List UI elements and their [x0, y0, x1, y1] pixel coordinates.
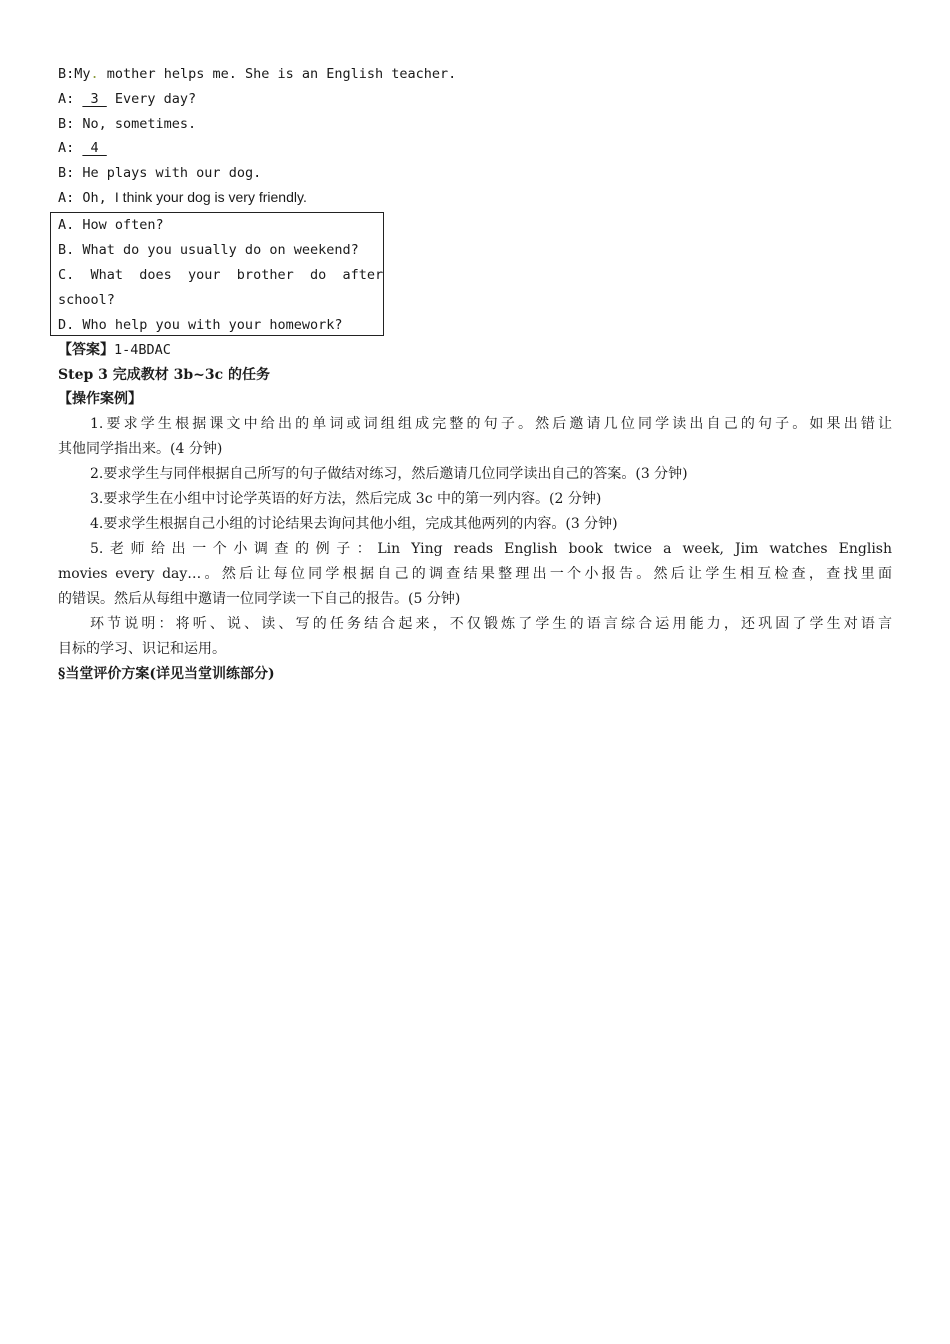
speaker: B:: [58, 66, 75, 82]
answer-label: 【答案】: [58, 342, 114, 358]
speaker: A:: [58, 91, 83, 107]
evaluation-heading: §当堂评价方案(详见当堂训练部分): [58, 666, 275, 682]
stage-note-continued: 目标的学习、识记和运用。: [58, 641, 226, 657]
answer-blank-3: 3: [82, 91, 107, 107]
dialogue-line-3: [58, 114, 196, 134]
dialogue-text: No, sometimes.: [82, 116, 197, 132]
dialogue-text: I think your dog is very friendly.: [114, 189, 307, 205]
option-a: A. How often?: [58, 217, 164, 233]
case-item-1: 1.要求学生根据课文中给出的单词或词组组成完整的句子。然后邀请几位同学读出自己的句子。如果出错让: [90, 416, 892, 432]
option-c: C. What does your brother do after: [58, 267, 384, 283]
option-d: D. Who help you with your homework?: [58, 317, 343, 333]
case-item-1-continued: 其他同学指出来。(4 分钟): [58, 441, 223, 457]
speaker: A:: [58, 140, 83, 156]
dialogue-line-1: [58, 64, 456, 84]
dialogue-text: He plays with our dog.: [82, 165, 262, 181]
case-item-5: 5.老师给出一个小调查的例子：Lin Ying reads English book twice a week, Jim watches English: [90, 541, 892, 557]
options-box: [50, 212, 384, 336]
dialogue-text: mother helps me. She is an English teacher.: [98, 66, 457, 82]
dialogue-text: .: [90, 66, 99, 82]
case-item-5-end: 的错误。然后从每组中邀请一位同学读一下自己的报告。(5 分钟): [58, 591, 461, 607]
answer-value: 1-4BDAC: [114, 342, 171, 358]
dialogue-line-4: [58, 138, 107, 158]
case-item-3: 3.要求学生在小组中讨论学英语的好方法，然后完成 3c 中的第一列内容。(2 分钟): [90, 491, 602, 507]
case-item-2: 2.要求学生与同伴根据自己所写的句子做结对练习，然后邀请几位同学读出自己的答案。(3 分钟): [90, 466, 688, 482]
speaker: B:: [58, 116, 83, 132]
stage-note: 环节说明：将听、说、读、写的任务结合起来，不仅锻炼了学生的语言综合运用能力，还巩固了学生对语言: [90, 616, 892, 632]
dialogue-text: Every day?: [106, 91, 197, 107]
dialogue-line-6: [58, 187, 307, 208]
case-item-4: 4.要求学生根据自己小组的讨论结果去询问其他小组，完成其他两列的内容。(3 分钟): [90, 516, 618, 532]
answer-line: [58, 338, 892, 363]
option-b: B. What do you usually do on weekend?: [58, 242, 359, 258]
dialogue-line-2: [58, 89, 196, 109]
dialogue-text: My: [74, 66, 91, 82]
option-c-continued: school?: [58, 292, 115, 308]
speaker: A:: [58, 190, 83, 206]
answer-blank-4: 4: [82, 140, 107, 156]
section-heading-case: 【操作案例】: [58, 391, 142, 407]
dialogue-text: Oh,: [82, 190, 115, 206]
dialogue-line-5: [58, 163, 261, 183]
speaker: B:: [58, 165, 83, 181]
case-item-5-continued: movies every day…。然后让每位同学根据自己的调查结果整理出一个小报告。然后让学生相互检查，查找里面: [58, 566, 892, 582]
section-heading-step3: Step 3 完成教材 3b~3c 的任务: [58, 367, 271, 383]
